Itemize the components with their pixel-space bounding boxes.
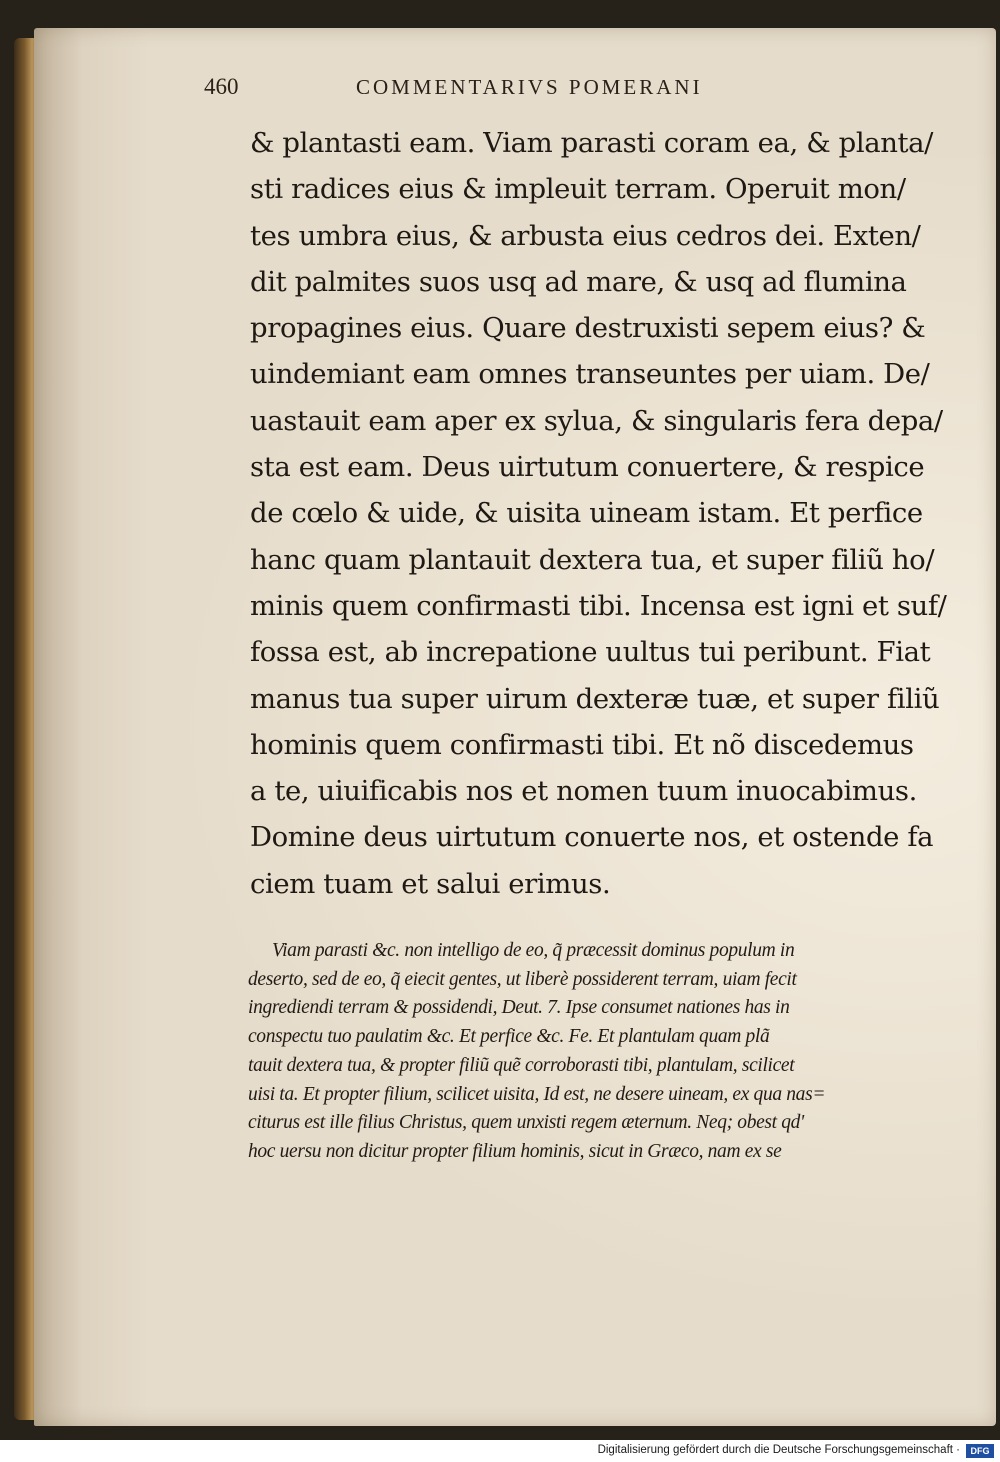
text-line: ciem tuam et salui erimus.: [250, 867, 611, 900]
commentary-line: Viam parasti &c. non intelligo de eo, q̃ præcessit dominus populum in: [272, 940, 795, 961]
commentary-line: hoc uersu non dicitur propter filium hominis, sicut in Græco, nam ex se: [248, 1140, 782, 1162]
text-line: hanc quam plantauit dextera tua, et super filiũ ho/: [250, 543, 935, 576]
running-title: COMMENTARIVS POMERANI: [356, 75, 703, 99]
text-line: uastauit eam aper ex sylua, & singularis fera depa/: [250, 404, 943, 437]
text-line: uindemiant eam omnes transeuntes per uiam. De/: [250, 358, 930, 391]
text-line: de cœlo & uide, & uisita uineam istam. Et perfice: [250, 497, 923, 530]
commentary-line: deserto, sed de eo, q̃ eiecit gentes, ut liberè possiderent terram, uiam fecit: [248, 968, 797, 990]
commentary-text: [248, 937, 928, 1167]
commentary-line: citurus est ille filius Christus, quem unxisti regem æternum. Neq; obest qd': [248, 1112, 804, 1134]
commentary-line: conspectu tuo paulatim &c. Et perfice &c. Fe. Et plantulam quam plã: [248, 1026, 770, 1048]
text-line: & plantasti eam. Viam parasti coram ea, & planta/: [250, 127, 934, 159]
funding-credit: Digitalisierung gefördert durch die Deutsche Forschungsgemeinschaft ·: [597, 1444, 960, 1456]
dfg-logo-icon: DFG: [966, 1444, 994, 1458]
commentary-line: tauit dextera tua, & propter filiũ quẽ corroborasti tibi, plantulam, scilicet: [248, 1054, 795, 1076]
commentary-line: ingrediendi terram & possidendi, Deut. 7. Ipse consumet nationes has in: [248, 997, 790, 1019]
text-line: fossa est, ab increpatione uultus tui peribunt. Fiat: [250, 636, 931, 669]
text-line: sti radices eius & impleuit terram. Operuit mon/: [250, 173, 906, 206]
psalm-text: [250, 120, 947, 907]
page-number: 460: [204, 74, 239, 99]
text-line: dit palmites suos usq ad mare, & usq ad flumina: [250, 265, 907, 298]
running-head: [204, 74, 824, 104]
text-line: a te, uiuificabis nos et nomen tuum inuocabimus.: [250, 775, 917, 808]
text-line: manus tua super uirum dexteræ tuæ, et super filiũ: [250, 682, 940, 715]
text-line: propagines eius. Quare destruxisti sepem eius? &: [250, 312, 926, 345]
text-line: hominis quem confirmasti tibi. Et nõ discedemus: [250, 728, 914, 761]
text-line: Domine deus uirtutum conuerte nos, et ostende fa: [250, 821, 934, 854]
text-line: sta est eam. Deus uirtutum conuertere, & respice: [250, 451, 925, 484]
digitization-footer: [0, 1440, 1000, 1462]
text-line: tes umbra eius, & arbusta eius cedros dei. Exten/: [250, 219, 921, 252]
commentary-line: uisi ta. Et propter filium, scilicet uisita, Id est, ne desere uineam, ex qua nas=: [248, 1083, 826, 1105]
text-line: minis quem confirmasti tibi. Incensa est igni et suf/: [250, 589, 947, 622]
